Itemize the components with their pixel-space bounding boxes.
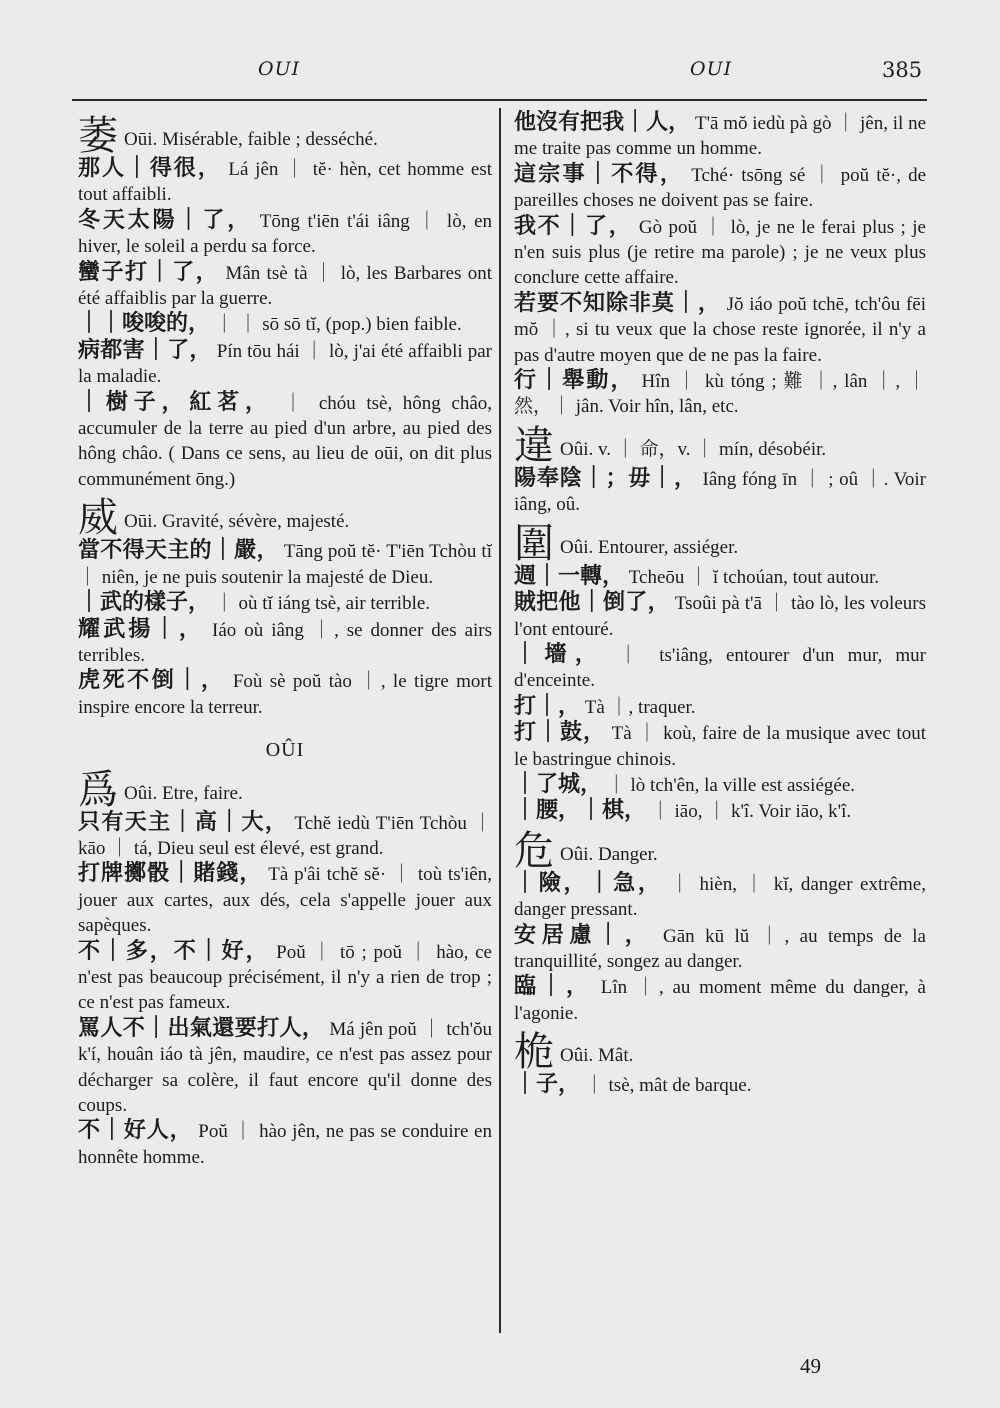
phrase-entry — [514, 564, 926, 590]
phrase-gloss: T'ā mŏ iedù pà gò ｜ jên, il ne me traite pas comme un homme. — [514, 113, 927, 160]
phrase-chinese: 臨｜， — [514, 974, 593, 1000]
phrase-chinese: ｜子， — [514, 1072, 581, 1098]
phrase-entry — [514, 871, 926, 923]
phrase-gloss: Tà ｜ koù, faire de la musique avec tout le bastringue chinois. — [514, 723, 926, 770]
phrase-gloss: Tà p'âi tchĕ sĕ· ｜ toù ts'iên, jouer aux cartes, aux dés, cela s'appelle jouer aux sapèques. — [78, 864, 492, 937]
phrase-gloss: ｜ tsè, mât de barque. — [584, 1075, 752, 1097]
phrase-entry — [514, 1072, 926, 1098]
headword-entry — [78, 113, 492, 159]
phrase-chinese: ｜墻， — [514, 641, 606, 667]
phrase-chinese: ｜樹子，紅茗， — [78, 389, 273, 415]
phrase-gloss: Tchĕ iedù T'iēn Tchòu ｜ kāo ｜ tá, Dieu seul est élevé, est grand. — [78, 812, 493, 859]
phrase-entry — [78, 861, 492, 938]
phrase-entry — [514, 923, 926, 975]
phrase-gloss: Tōng t'iēn t'ái iâng ｜ lò, en hiver, le soleil a perdu sa force. — [78, 210, 492, 258]
phrase-entry — [514, 974, 926, 1026]
phrase-entry — [78, 156, 492, 208]
headword-entry — [78, 766, 492, 813]
running-head-left: OUI — [258, 58, 301, 80]
phrase-entry — [78, 668, 492, 720]
phrase-gloss: ｜ lò tch'ên, la ville est assiégée. — [606, 774, 855, 796]
phrase-entry — [514, 720, 926, 772]
phrase-chinese: ｜了城， — [514, 771, 603, 797]
phrase-gloss: Tà ｜, traquer. — [584, 696, 696, 718]
phrase-gloss: Jŏ iáo poŭ tchē, tch'ôu fēi mŏ ｜, si tu veux que la chose reste ignorée, il n'y a pas d'autre moyen que de ne pas la faire. — [514, 293, 926, 366]
phrase-gloss: ｜ ts'iâng, entourer d'un mur, mur d'enceinte. — [514, 644, 926, 692]
headword-definition: Oûi. Etre, faire. — [124, 782, 243, 804]
phrase-gloss: Poŭ ｜ hào jên, ne pas se conduire en honnête homme. — [78, 1121, 492, 1168]
headword-character: 違 — [514, 422, 554, 469]
headword-definition: Oûi. Entourer, assiéger. — [560, 536, 739, 558]
phrase-entry — [78, 260, 492, 312]
phrase-gloss: Pín tōu hái ｜ lò, j'ai été affaibli par la maladie. — [78, 340, 492, 388]
signature-mark: 49 — [800, 1354, 821, 1378]
phrase-entry — [514, 694, 926, 720]
phrase-entry — [514, 466, 926, 518]
headword-definition: Oūi. Gravité, sévère, majesté. — [124, 511, 350, 533]
phrase-chinese: 虎死不倒｜， — [78, 668, 226, 694]
phrase-chinese: ｜武的樣子， — [78, 590, 211, 616]
phrase-entry — [78, 939, 492, 1016]
phrase-entry — [514, 214, 926, 291]
phrase-gloss: Tsoûi pà t'ā ｜ tào lò, les voleurs l'ont entouré. — [514, 593, 926, 640]
header-rule — [72, 99, 927, 101]
right-column — [514, 110, 926, 1099]
phrase-chinese: 我不｜了， — [514, 213, 633, 239]
phrase-entry — [78, 208, 492, 260]
phrase-chinese: 只有天主｜高｜大， — [78, 809, 289, 835]
phrase-entry — [514, 798, 926, 824]
phrase-gloss: Iáo où iâng ｜, se donner des airs terribles. — [78, 619, 492, 666]
phrase-gloss: Gò poŭ ｜ lò, je ne le ferai plus ; je n'en suis plus (je retire ma parole) ; je ne veux plus conclure cette affaire. — [514, 216, 926, 289]
phrase-entry — [78, 617, 492, 669]
headword-definition: Oûi. v. ｜ 命，v. ｜ mín, désobéir. — [560, 438, 827, 460]
phrase-entry — [514, 110, 926, 162]
phrase-gloss: ｜ iāo, ｜ k'î. Voir iāo, k'î. — [650, 801, 852, 823]
phrase-gloss: ｜ ｜ sō sō tĭ, (pop.) bien faible. — [214, 314, 462, 336]
phrase-gloss: Lá jên ｜ tĕ· hèn, cet homme est tout affaibli. — [78, 159, 492, 206]
phrase-chinese: 打｜鼓， — [514, 720, 606, 746]
phrase-entry — [514, 291, 926, 368]
phrase-gloss: Gān kū lŭ ｜, au temps de la tranquillité, songez au danger. — [514, 925, 926, 972]
phrase-chinese: 不｜多，不｜好， — [78, 938, 270, 964]
headword-character: 爲 — [78, 766, 118, 813]
headword-character: 桅 — [514, 1029, 554, 1076]
phrase-entry — [78, 1016, 492, 1119]
phrase-entry — [514, 772, 926, 798]
section-heading: OÛI — [265, 739, 305, 762]
phrase-gloss: Tché· tsōng sé ｜ poŭ tĕ·, de pareilles choses ne doivent pas se faire. — [514, 164, 926, 212]
phrase-chinese: 當不得天主的｜嚴， — [78, 538, 279, 564]
phrase-entry — [514, 368, 926, 420]
phrase-entry — [78, 338, 492, 390]
phrase-entry — [78, 390, 492, 493]
phrase-entry — [78, 590, 492, 616]
phrase-chinese: 安居慮｜， — [514, 922, 653, 948]
phrase-gloss: ｜ hièn, ｜ kĭ, danger extrême, danger pressant. — [514, 873, 926, 921]
phrase-gloss: Lîn ｜, au moment même du danger, à l'agonie. — [514, 977, 926, 1024]
phrase-entry — [78, 311, 492, 337]
phrase-chinese: 冬天太陽｜了， — [78, 207, 253, 233]
page-number: 385 — [882, 58, 923, 82]
phrase-chinese: 週｜一轉， — [514, 563, 625, 589]
headword-entry — [514, 1029, 926, 1076]
phrase-chinese: 陽奉陰｜；毋｜， — [514, 465, 697, 491]
running-head-right: OUI — [690, 58, 733, 80]
phrase-entry — [78, 1118, 492, 1170]
headword-definition: Oûi. Mât. — [560, 1045, 634, 1067]
headword-definition: Oūi. Misérable, faible ; desséché. — [124, 129, 378, 150]
phrase-gloss: Má jên poŭ ｜ tch'ŏu k'í, houân iáo tà jên, maudire, ce n'est pas assez pour décharger sa colère, il faut encore qu'il donne des coups. — [78, 1018, 492, 1116]
headword-entry — [514, 827, 926, 874]
phrase-chinese: 蠻子打｜了， — [78, 259, 220, 285]
phrase-chinese: 耀武揚｜， — [78, 616, 205, 642]
headword-character: 萎 — [78, 113, 118, 159]
phrase-entry — [514, 642, 926, 694]
phrase-chinese: 不｜好人， — [78, 1118, 193, 1144]
phrase-gloss: ｜ où tĭ iáng tsè, air terrible. — [214, 593, 431, 615]
phrase-entry — [514, 590, 926, 642]
phrase-entry — [514, 162, 926, 214]
phrase-gloss: Mân tsè tà ｜ lò, les Barbares ont été affaiblis par la guerre. — [78, 262, 492, 310]
column-divider — [499, 108, 501, 1333]
headword-entry — [78, 495, 492, 542]
phrase-chinese: 賊把他｜倒了， — [514, 590, 670, 616]
phrase-gloss: Foù sè poŭ tào ｜, le tigre mort inspire encore la terreur. — [78, 671, 492, 718]
phrase-chinese: ｜腰，｜棋， — [514, 798, 647, 824]
headword-entry — [514, 422, 926, 469]
phrase-entry — [78, 810, 492, 862]
phrase-chinese: 他沒有把我｜人， — [514, 110, 691, 135]
phrase-gloss: Iâng fóng īn ｜ ; oû ｜. Voir iâng, oû. — [514, 468, 927, 516]
phrase-chinese: 打｜， — [514, 693, 581, 719]
phrase-chinese: 那人｜得很， — [78, 156, 222, 181]
phrase-chinese: 行｜舉動， — [514, 368, 635, 394]
phrase-chinese: ｜險，｜急， — [514, 870, 663, 896]
phrase-gloss: Tcheōu ｜ ĭ tchoúan, tout autour. — [628, 566, 880, 588]
phrase-gloss: ｜ chóu tsè, hông châo, accumuler de la terre au pied d'un arbre, au pied des hông châo. ( Dans ce sens, au lieu de oūi, on dit plus communément ōng.) — [78, 392, 493, 490]
phrase-gloss: Hîn ｜ kù tóng ; 難 ｜, lân ｜, ｜ 然，｜ jân. Voir hîn, lân, etc. — [514, 371, 926, 418]
phrase-gloss: Tāng poŭ tĕ· T'iēn Tchòu tĭ ｜ niên, je ne puis soutenir la majesté de Dieu. — [78, 541, 492, 588]
phrase-gloss: Poŭ ｜ tō ; poŭ ｜ hào, ce n'est pas beaucoup précisément, il n'y a rien de trop ; ce n'est pas fameux. — [78, 941, 492, 1014]
phrase-chinese: 這宗事｜不得， — [514, 161, 685, 187]
headword-entry — [514, 520, 926, 567]
headword-definition: Oûi. Danger. — [560, 843, 658, 865]
phrase-chinese: 打牌擲骰｜賭錢， — [78, 861, 263, 887]
left-column — [78, 110, 492, 1170]
headword-character: 危 — [514, 827, 554, 874]
phrase-chinese: 若要不知除非莫｜， — [514, 290, 721, 316]
headword-character: 威 — [78, 495, 118, 542]
phrase-chinese: ｜｜唆唆的， — [78, 311, 211, 337]
headword-character: 圍 — [514, 520, 554, 567]
phrase-chinese: 病都害｜了， — [78, 337, 212, 363]
phrase-chinese: 罵人不｜出氣還要打人， — [78, 1015, 325, 1041]
phrase-entry — [78, 538, 492, 590]
